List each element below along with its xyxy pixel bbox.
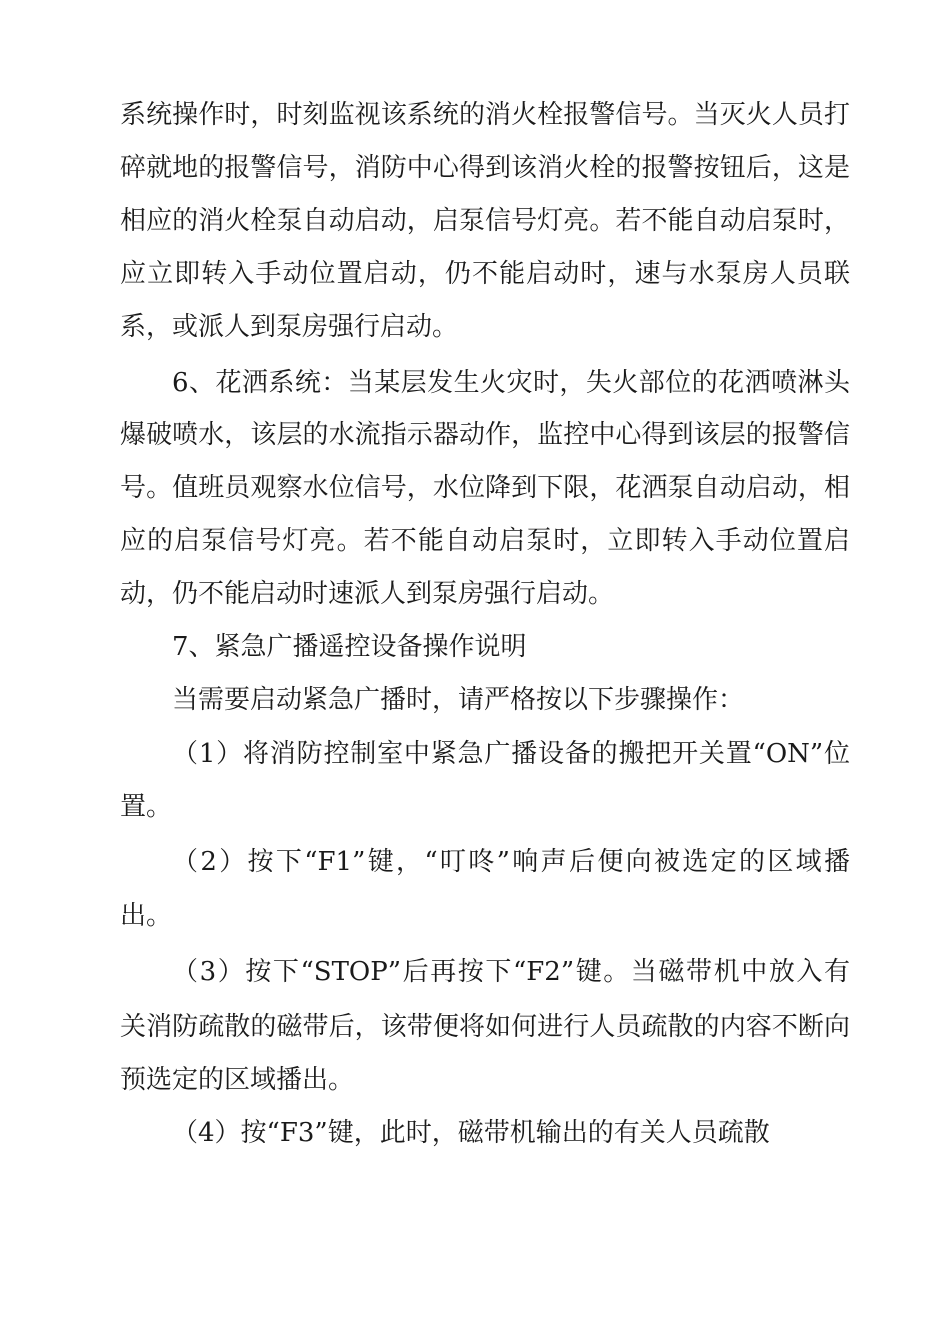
text-line: 相应的消火栓泵自动启动，启泵信号灯亮。若不能自动启泵时，	[120, 206, 850, 236]
text-line: 系统操作时，时刻监视该系统的消火栓报警信号。当灭火人员打	[120, 100, 850, 130]
step-2-line: （2）按下“F1”键，“叮咚”响声后便向被选定的区域播	[172, 847, 850, 877]
section-heading-emergency-broadcast: 7、紧急广播遥控设备操作说明	[172, 632, 527, 662]
step-4-line: （4）按“F3”键，此时，磁带机输出的有关人员疏散	[172, 1118, 770, 1148]
text-line: 系，或派人到泵房强行启动。	[120, 312, 459, 342]
text-line: 当需要启动紧急广播时，请严格按以下步骤操作：	[172, 685, 745, 715]
paragraph-heading-sprinkler: 6、花洒系统：当某层发生火灾时，失火部位的花洒喷淋头	[172, 368, 850, 398]
text-line: 爆破喷水，该层的水流指示器动作，监控中心得到该层的报警信	[120, 420, 850, 450]
text-line: 号。值班员观察水位信号，水位降到下限，花洒泵自动启动，相	[120, 473, 850, 503]
text-line: 置。	[120, 792, 173, 822]
step-3-line: （3）按下“STOP”后再按下“F2”键。当磁带机中放入有	[172, 957, 850, 987]
text-line: 碎就地的报警信号，消防中心得到该消火栓的报警按钮后，这是	[120, 153, 850, 183]
text-line: 应立即转入手动位置启动，仍不能启动时，速与水泵房人员联	[120, 259, 850, 289]
text-line: 应的启泵信号灯亮。若不能自动启泵时，立即转入手动位置启	[120, 526, 850, 556]
text-line: 出。	[120, 901, 173, 931]
text-line: 预选定的区域播出。	[120, 1065, 355, 1095]
text-line: 关消防疏散的磁带后，该带便将如何进行人员疏散的内容不断向	[120, 1012, 850, 1042]
text-line: 动，仍不能启动时速派人到泵房强行启动。	[120, 579, 615, 609]
step-1-line: （1）将消防控制室中紧急广播设备的搬把开关置“ON”位	[172, 739, 850, 769]
